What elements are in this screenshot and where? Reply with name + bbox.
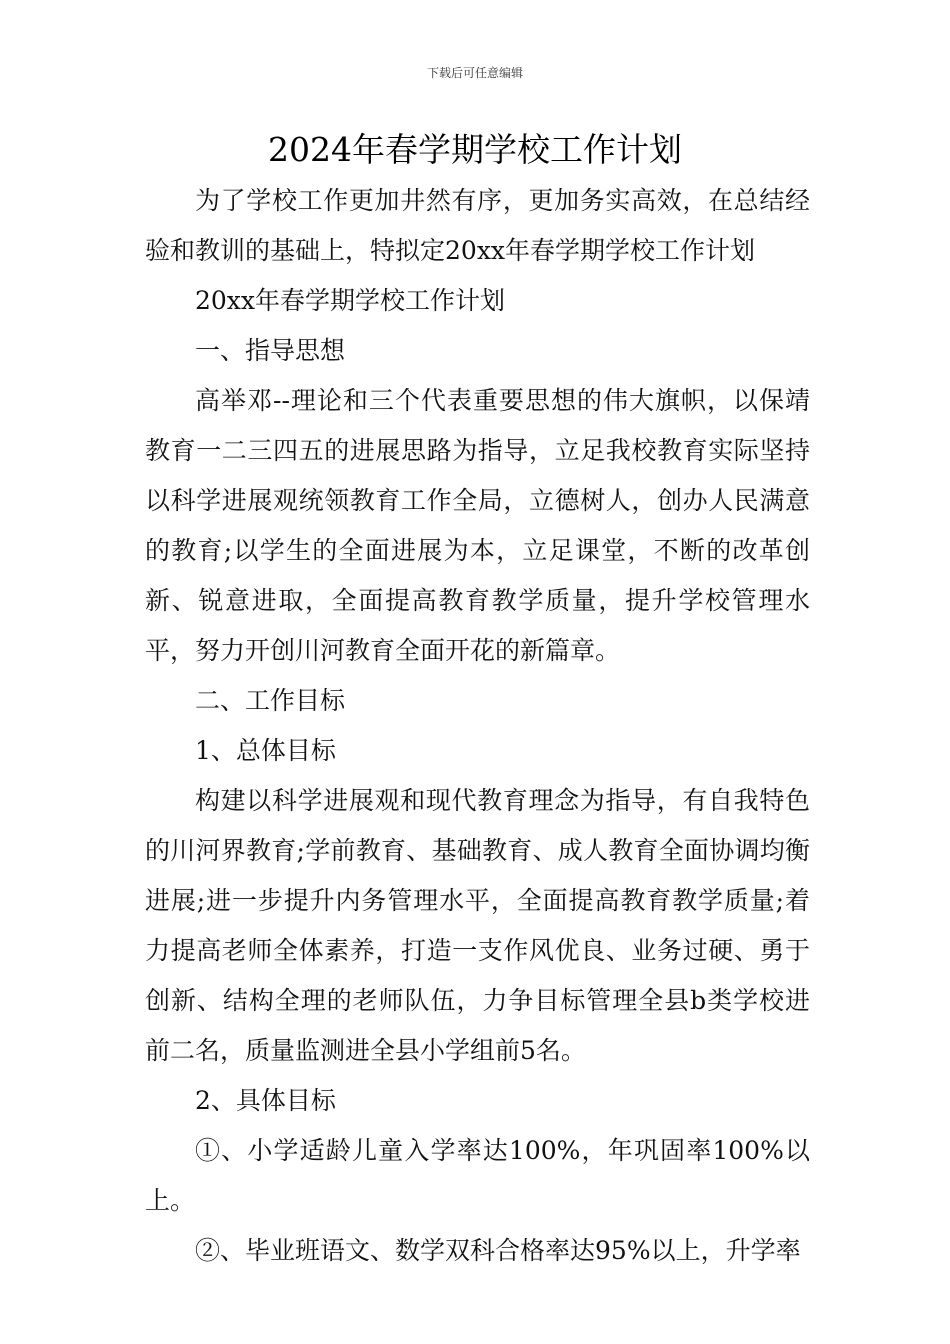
- page-header-note: 下载后可任意编辑: [426, 66, 523, 80]
- paragraph-overall-goals: 构建以科学进展观和现代教育理念为指导，有自我特色的川河界教育;学前教育、基础教育、成人教育全面协调均衡进展;进一步提升内务管理水平，全面提高教育教学质量;着力提高老师全体素养，打造一支作风优良、业务过硬、勇于创新、结构全理的老师队伍，力争目标管理全县b类学校进前二名，质量监测进全县小学组前5名。: [145, 786, 810, 1065]
- subsection-heading-overall-goals: 1、总体目标: [195, 736, 336, 765]
- document-title: 2024年春学期学校工作计划: [268, 130, 682, 169]
- list-item-goal-1: ①、小学适龄儿童入学率达100%，年巩固率100%以上。: [145, 1136, 810, 1215]
- list-item-goal-2: ②、毕业班语文、数学双科合格率达95%以上，升学率: [195, 1236, 801, 1265]
- document-body: [145, 176, 810, 1276]
- paragraph-subtitle: 20xx年春学期学校工作计划: [195, 286, 506, 315]
- section-heading-work-goals: 二、工作目标: [195, 686, 346, 715]
- section-heading-guiding-ideology: 一、指导思想: [195, 336, 346, 365]
- paragraph-guiding-ideology: 高举邓--理论和三个代表重要思想的伟大旗帜，以保靖教育一二三四五的进展思路为指导，立足我校教育实际坚持以科学进展观统领教育工作全局，立德树人，创办人民满意的教育;以学生的全面进展为本，立足课堂，不断的改革创新、锐意进取，全面提高教育教学质量，提升学校管理水平，努力开创川河教育全面开花的新篇章。: [145, 386, 810, 665]
- paragraph-intro: 为了学校工作更加井然有序，更加务实高效，在总结经验和教训的基础上，特拟定20xx年春学期学校工作计划: [145, 186, 810, 265]
- subsection-heading-specific-goals: 2、具体目标: [195, 1086, 336, 1115]
